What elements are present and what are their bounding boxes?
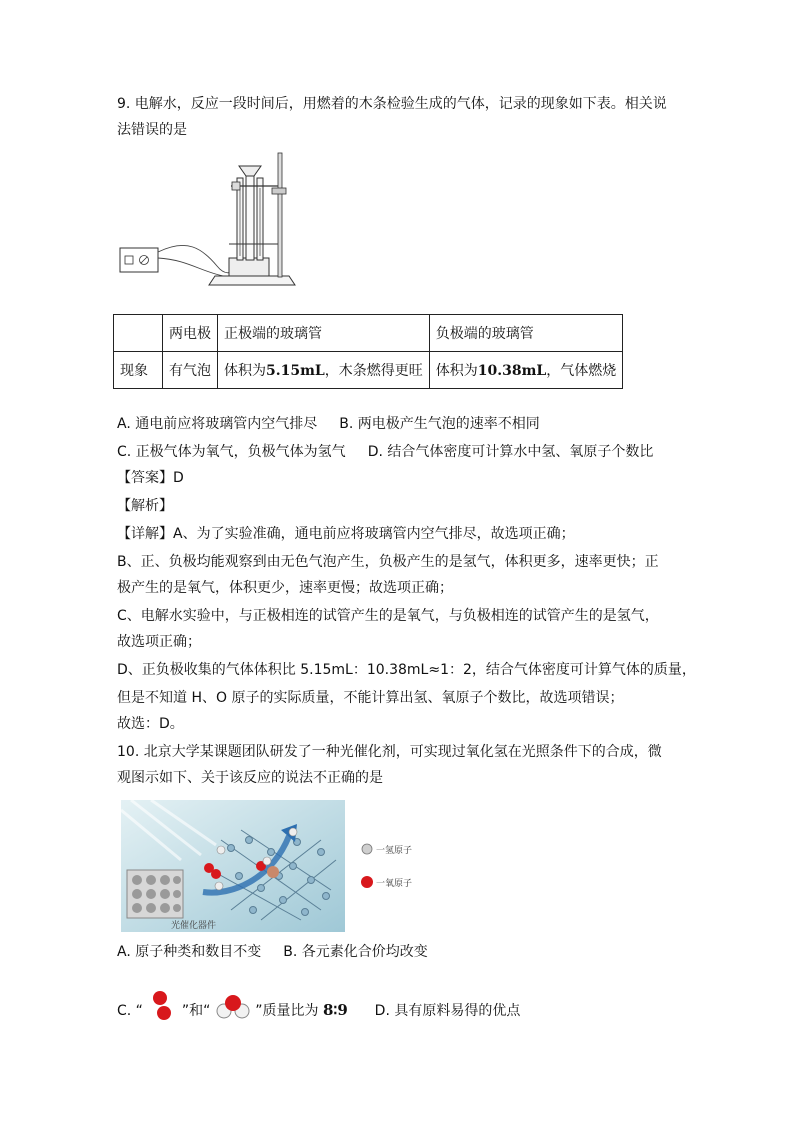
- q10-option-a: A. 原子种类和数目不变: [117, 944, 262, 960]
- q9-stem-line2: 法错误的是: [117, 122, 187, 138]
- legend-oxygen: 一氧原子: [376, 879, 413, 889]
- q9-conclusion: 故选：D。: [117, 716, 184, 732]
- header-both-electrodes: 两电极: [163, 315, 218, 352]
- q10-option-c-suffix: ”质量比为: [255, 1003, 319, 1019]
- cell-positive-tube: [218, 352, 430, 389]
- electrolysis-apparatus-figure: [117, 148, 317, 298]
- q9-detail-d-line2: 但是不知道 H、O 原子的实际质量，不能计算出氢、氧原子个数比，故选项错误；: [117, 690, 624, 706]
- q10-stem-line1: 10. 北京大学某课题团队研发了一种光催化剂，可实现过氧化氢在光照条件下的合成，微: [117, 744, 662, 760]
- negative-suffix: ，气体燃烧: [546, 363, 617, 379]
- cell-both-electrodes: 有气泡: [163, 352, 218, 389]
- header-negative-tube: 负极端的玻璃管: [429, 315, 623, 352]
- photocatalyst-device: [127, 870, 183, 918]
- q9-detail-a: 【详解】A、为了实验准确，通电前应将玻璃管内空气排尽，故选项正确；: [117, 526, 575, 542]
- positive-prefix: 体积为: [224, 363, 266, 379]
- q9-option-d: D. 结合气体密度可计算水中氢、氧原子个数比: [367, 444, 654, 460]
- table-header-row: [114, 315, 623, 352]
- q9-detail-c-line1: C、电解水实验中，与正极相连的试管产生的是氧气，与负极相连的试管产生的是氢气，: [117, 608, 659, 624]
- q10-option-c-ratio: 8∶9: [322, 1001, 348, 1019]
- q9-answer: 【答案】D: [117, 470, 184, 486]
- q10-option-c-prefix: C. “: [117, 1003, 143, 1019]
- q9-options-ab: [117, 414, 540, 434]
- negative-prefix: 体积为: [435, 363, 478, 379]
- cell-negative-tube: [429, 352, 623, 389]
- header-positive-tube: 正极端的玻璃管: [218, 315, 430, 352]
- photocatalyst-illustration: [121, 800, 345, 932]
- q10-options-ab: [117, 942, 428, 962]
- water-molecule-icon: [215, 991, 251, 1021]
- observation-table: [113, 314, 623, 389]
- q9-options-cd: [117, 442, 653, 462]
- oxygen-molecule-icon: [147, 991, 177, 1021]
- device-label: 光催化器件: [171, 921, 217, 931]
- negative-volume: 10.38mL: [477, 363, 547, 379]
- q10-option-c-mid: ”和“: [181, 1003, 211, 1019]
- atom-legend: [356, 838, 436, 898]
- q9-detail-b-line2: 极产生的是氧气，体积更少，速率更慢；故选项正确；: [117, 580, 453, 596]
- legend-hydrogen: 一氢原子: [376, 846, 413, 856]
- q9-stem-line1: 9. 电解水，反应一段时间后，用燃着的木条检验生成的气体，记录的现象如下表。相关说: [117, 96, 667, 112]
- q9-detail-c-line2: 故选项正确；: [117, 634, 201, 650]
- row-label-phenomenon: 现象: [114, 352, 163, 389]
- hydrogen-atom-icon: [362, 844, 372, 854]
- table-corner-cell: [114, 315, 163, 352]
- positive-volume: 5.15mL: [266, 363, 325, 379]
- q10-option-d: D. 具有原料易得的优点: [374, 1003, 521, 1019]
- q9-detail-b-line1: B、正、负极均能观察到由无色气泡产生，负极产生的是氢气，体积更多，速率更快；正: [117, 554, 659, 570]
- q9-detail-d-line1: D、正负极收集的气体体积比 5.15mL：10.38mL≈1：2，结合气体密度可计算气体的质量，: [117, 662, 696, 678]
- q10-option-b: B. 各元素化合价均改变: [283, 944, 428, 960]
- q10-stem-line2: 观图示如下、关于该反应的说法不正确的是: [117, 770, 383, 786]
- q9-option-a: A. 通电前应将玻璃管内空气排尽: [117, 416, 318, 432]
- q9-option-b: B. 两电极产生气泡的速率不相同: [339, 416, 540, 432]
- q9-option-c: C. 正极气体为氧气，负极气体为氢气: [117, 444, 346, 460]
- table-row: [114, 352, 623, 389]
- oxygen-atom-icon: [361, 876, 373, 888]
- positive-suffix: ，木条燃得更旺: [324, 363, 423, 379]
- q9-analysis-title: 【解析】: [117, 498, 173, 514]
- q10-options-cd: [117, 991, 520, 1021]
